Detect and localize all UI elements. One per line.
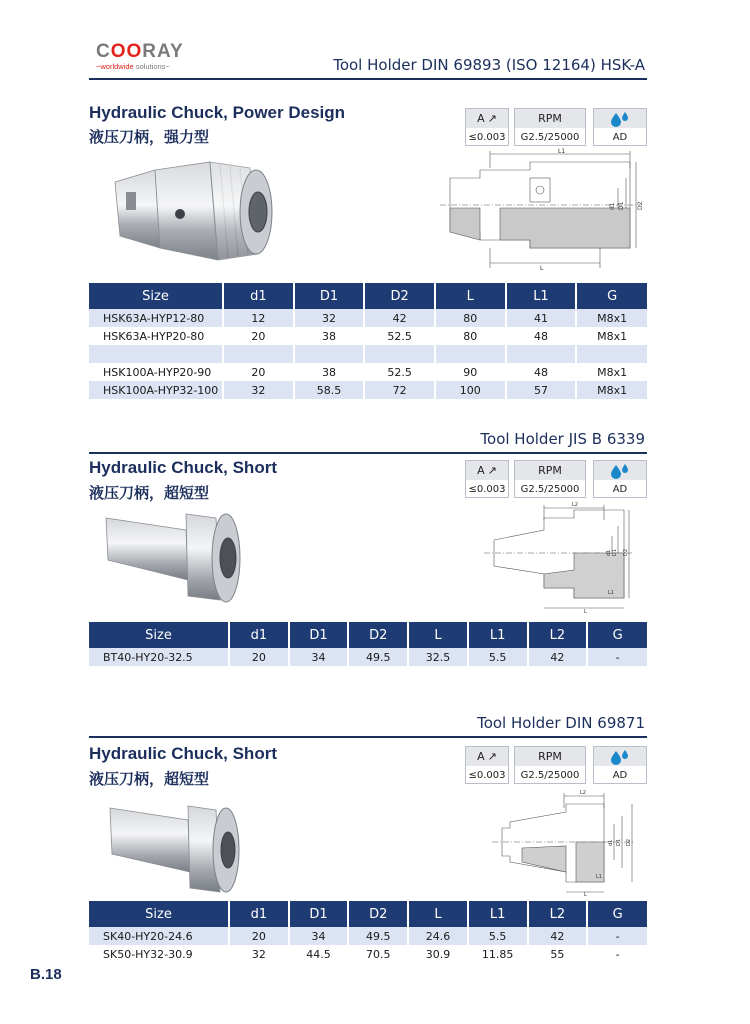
table-row: HSK63A-HYP20-80 20 38 52.5 80 48 M8x1 [89, 327, 647, 345]
hsk-hydraulic-chuck-photo [100, 152, 280, 270]
product-title-en: Hydraulic Chuck, Short [89, 458, 277, 477]
dim-label-D2: D2 [637, 201, 644, 210]
spec-table-hsk [89, 283, 647, 399]
arrow-up-right-icon: ↗ [487, 112, 497, 125]
coolant-badge: AD [593, 460, 647, 498]
bt-hydraulic-chuck-photo [96, 500, 256, 610]
col-header: L [435, 283, 506, 309]
dim-label-D2: D2 [623, 548, 629, 556]
col-header: D2 [348, 901, 408, 927]
col-header: L1 [468, 622, 528, 648]
sk-hydraulic-chuck-photo [104, 796, 254, 896]
product-title-cn: 液压刀柄，超短型 [89, 770, 210, 788]
table-row: HSK100A-HYP32-100 32 58.5 72 100 57 M8x1 [89, 381, 647, 399]
spec-badges [465, 746, 647, 784]
logo-tagline: ~worldwide solutions~ [96, 62, 170, 71]
table-row: HSK63A-HYP12-80 12 32 42 80 41 M8x1 [89, 309, 647, 327]
table-row-spacer [89, 345, 647, 363]
arrow-up-right-icon: ↗ [487, 750, 497, 763]
col-header: d1 [223, 283, 294, 309]
col-header: G [587, 901, 647, 927]
dim-label-D1: D1 [612, 548, 618, 556]
section-divider [89, 452, 647, 454]
product-title-cn: 液压刀柄，强力型 [89, 128, 210, 146]
table-header-row [89, 622, 647, 648]
col-header: D1 [289, 622, 349, 648]
col-header: G [587, 622, 647, 648]
col-header: D1 [294, 283, 365, 309]
accuracy-badge: A ↗ ≤0.003 [465, 108, 509, 146]
bt-technical-drawing [484, 500, 634, 614]
col-header: L2 [528, 901, 588, 927]
col-header: L1 [506, 283, 577, 309]
product-title-cn: 液压刀柄，超短型 [89, 484, 210, 502]
section-standard-hsk: Tool Holder DIN 69893 (ISO 12164) HSK-A [333, 56, 645, 74]
coolant-drops-icon [608, 463, 632, 479]
accuracy-badge: A ↗ ≤0.003 [465, 746, 509, 784]
page-number: B.18 [30, 966, 62, 983]
spec-badges [465, 108, 647, 146]
dim-label-d1: d1 [609, 202, 616, 210]
coolant-badge: AD [593, 108, 647, 146]
spec-badges [465, 460, 647, 498]
dim-label-l: L [584, 609, 587, 614]
sk-technical-drawing [492, 788, 637, 896]
rpm-badge: RPM G2.5/25000 [514, 108, 586, 146]
table-row: SK40-HY20-24.6 20 34 49.5 24.6 5.5 42 - [89, 927, 647, 945]
dim-label-D1: D1 [618, 201, 625, 210]
col-header: D1 [289, 901, 349, 927]
dim-label-l2: L2 [572, 502, 578, 508]
table-row: SK50-HY32-30.9 32 44.5 70.5 30.9 11.85 55 - [89, 945, 647, 963]
section-standard-din69871: Tool Holder DIN 69871 [477, 714, 645, 732]
section-divider [89, 736, 647, 738]
col-header: Size [89, 283, 223, 309]
section-standard-jis: Tool Holder JIS B 6339 [480, 430, 645, 448]
accuracy-badge: A ↗ ≤0.003 [465, 460, 509, 498]
cooray-logo [96, 42, 206, 74]
spec-table-bt [89, 622, 647, 666]
dim-label-D2: D2 [626, 838, 632, 846]
col-header: d1 [229, 622, 289, 648]
table-header-row [89, 283, 647, 309]
col-header: L1 [468, 901, 528, 927]
table-header-row [89, 901, 647, 927]
logo-wordmark: COORAY [96, 41, 184, 62]
coolant-drops-icon [608, 111, 632, 127]
dim-label-d1: d1 [608, 839, 614, 846]
dim-label-l: L [540, 265, 544, 272]
col-header: Size [89, 901, 229, 927]
spec-table-sk [89, 901, 647, 963]
product-title-en: Hydraulic Chuck, Short [89, 744, 277, 763]
col-header: L [408, 901, 468, 927]
col-header: Size [89, 622, 229, 648]
dim-label-l: L [584, 892, 587, 896]
rpm-badge: RPM G2.5/25000 [514, 460, 586, 498]
col-header: L2 [528, 622, 588, 648]
col-header: D2 [364, 283, 435, 309]
arrow-up-right-icon: ↗ [487, 464, 497, 477]
col-header: d1 [229, 901, 289, 927]
col-header: L [408, 622, 468, 648]
col-header: G [576, 283, 647, 309]
dim-label-d1: d1 [606, 549, 612, 556]
product-title-en: Hydraulic Chuck, Power Design [89, 103, 346, 122]
section-divider [89, 78, 647, 80]
dim-label-l1: L1 [608, 590, 614, 596]
dim-label-D1: D1 [616, 838, 622, 846]
table-row: BT40-HY20-32.5 20 34 49.5 32.5 5.5 42 - [89, 648, 647, 666]
col-header: D2 [348, 622, 408, 648]
coolant-badge: AD [593, 746, 647, 784]
coolant-drops-icon [608, 749, 632, 765]
dim-label-l2: L2 [580, 790, 586, 796]
dim-label-l1: L1 [596, 874, 602, 880]
rpm-badge: RPM G2.5/25000 [514, 746, 586, 784]
dim-label-l1: L1 [558, 148, 566, 155]
hsk-technical-drawing [440, 148, 645, 272]
table-row: HSK100A-HYP20-90 20 38 52.5 90 48 M8x1 [89, 363, 647, 381]
